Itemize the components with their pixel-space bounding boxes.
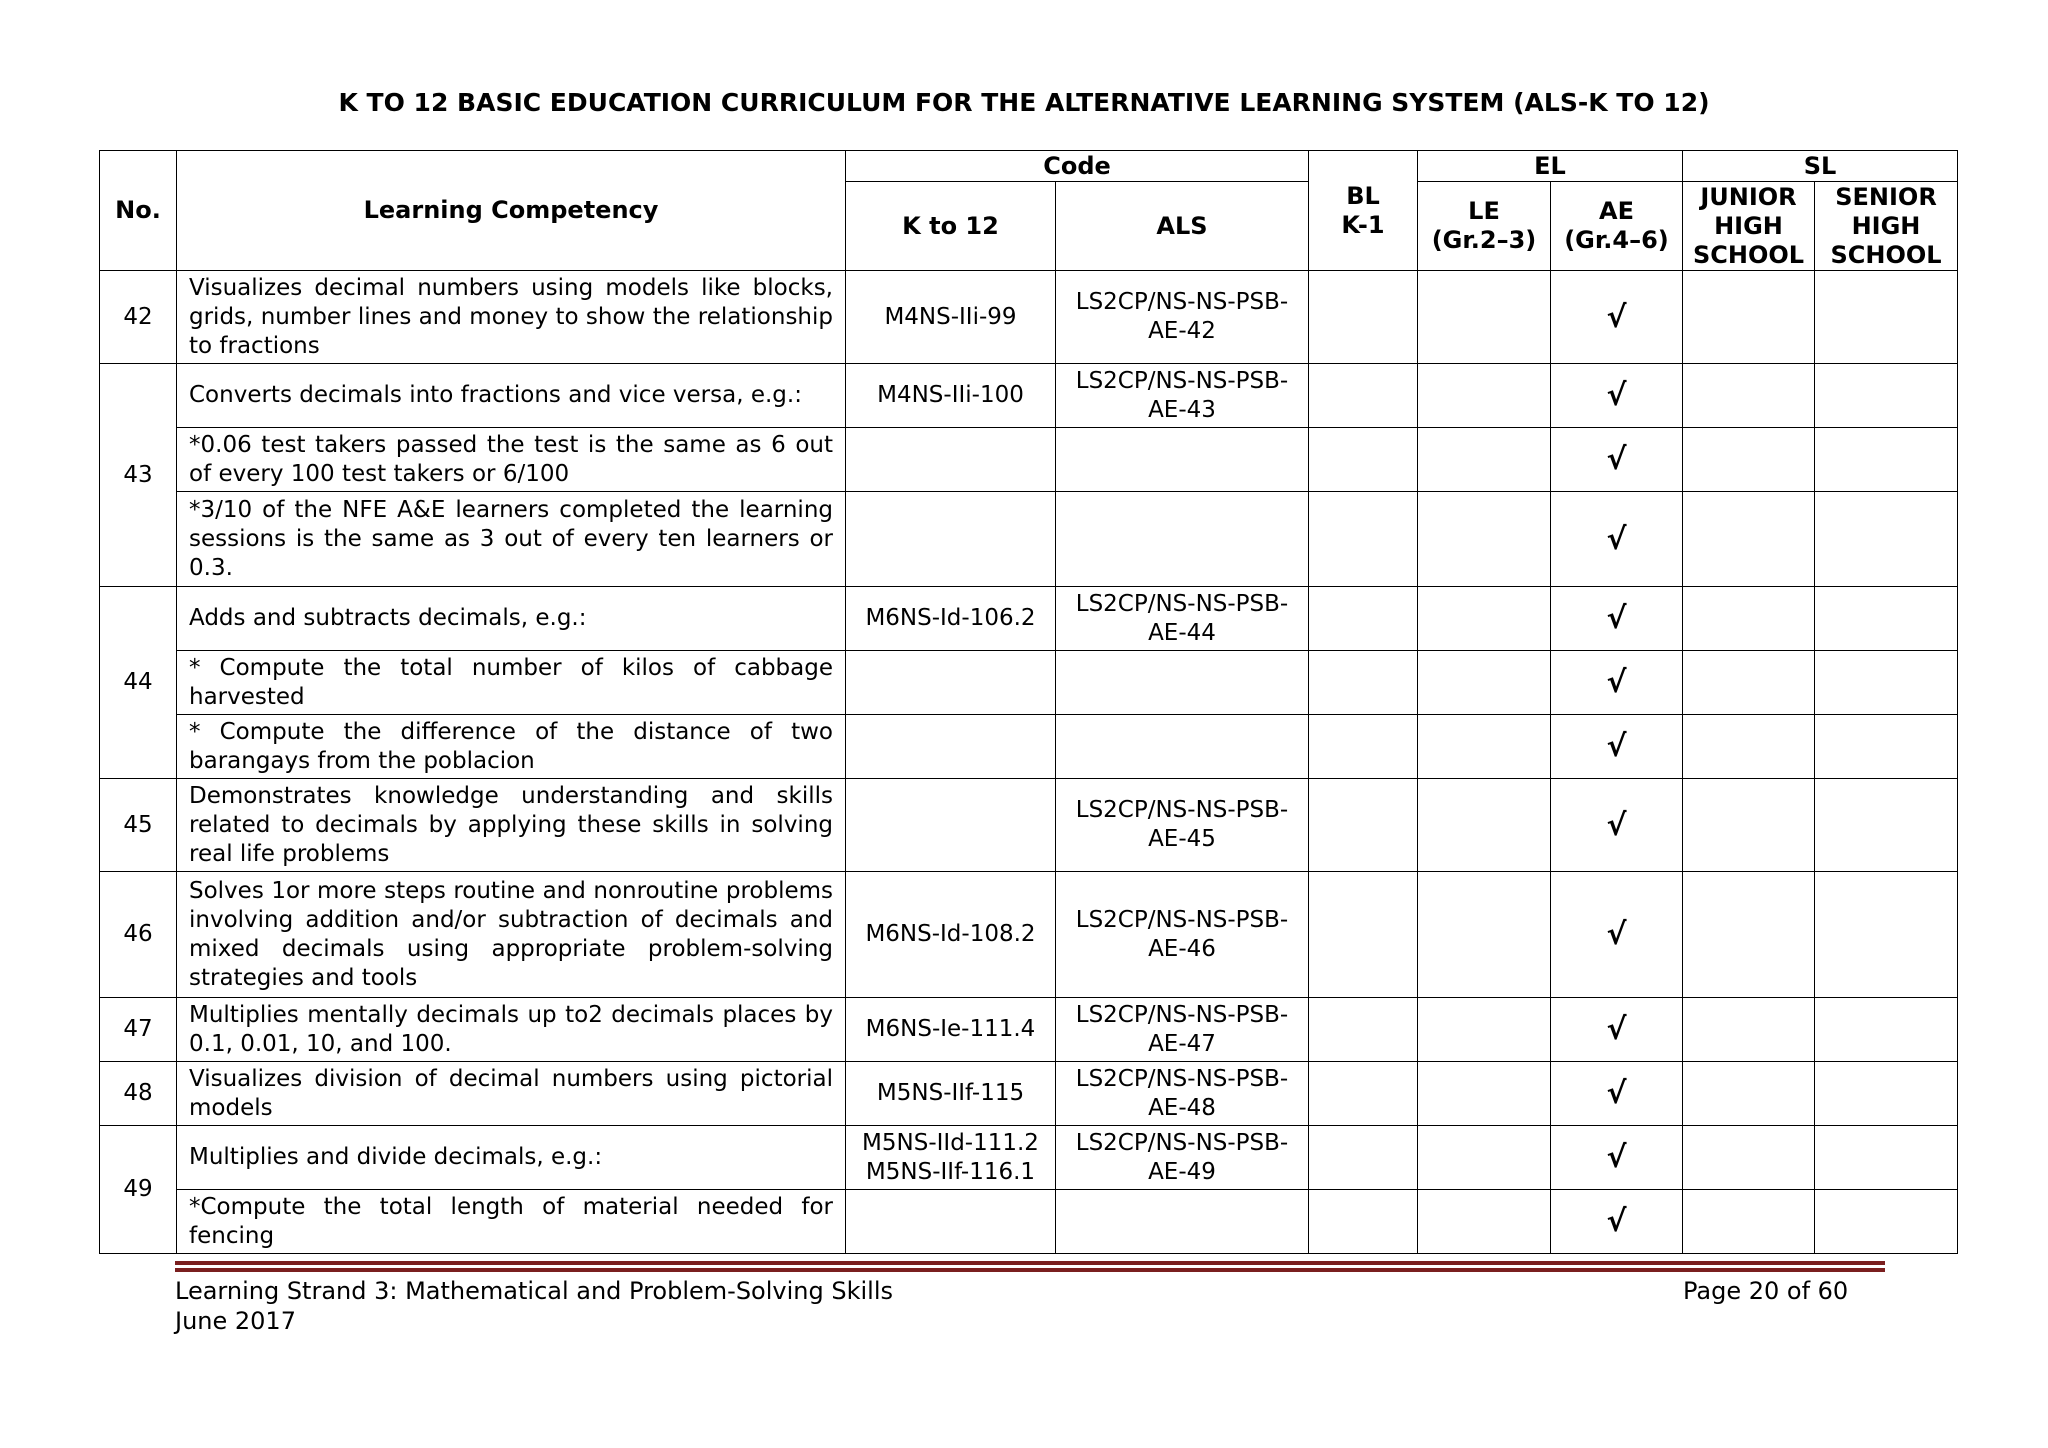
k12-code	[846, 715, 1056, 779]
k12-code: M6NS-Ie-111.4	[846, 998, 1056, 1062]
k12-code	[846, 1190, 1056, 1254]
shs-cell	[1815, 651, 1958, 715]
ae-check-mark: √	[1551, 998, 1683, 1062]
als-code: LS2CP/NS-NS-PSB- AE-42	[1056, 271, 1309, 364]
le-cell	[1418, 1190, 1551, 1254]
le-cell	[1418, 587, 1551, 651]
table-row	[100, 364, 1958, 428]
row-number: 44	[100, 587, 177, 779]
shs-cell	[1815, 872, 1958, 998]
header-sl: SL	[1683, 151, 1958, 182]
bl-cell	[1309, 715, 1418, 779]
footer-divider	[175, 1268, 1885, 1272]
row-number: 48	[100, 1062, 177, 1126]
ae-check-mark: √	[1551, 715, 1683, 779]
table-row	[100, 428, 1958, 492]
jhs-cell	[1683, 872, 1815, 998]
ae-check-mark: √	[1551, 492, 1683, 587]
jhs-cell	[1683, 779, 1815, 872]
row-number: 46	[100, 872, 177, 998]
shs-cell	[1815, 779, 1958, 872]
jhs-cell	[1683, 271, 1815, 364]
table-row	[100, 872, 1958, 998]
shs-cell	[1815, 587, 1958, 651]
header-learning-competency: Learning Competency	[177, 151, 846, 271]
learning-competency: Multiplies and divide decimals, e.g.:	[177, 1126, 846, 1190]
jhs-cell	[1683, 998, 1815, 1062]
k12-code	[846, 428, 1056, 492]
als-code: LS2CP/NS-NS-PSB- AE-49	[1056, 1126, 1309, 1190]
le-cell	[1418, 651, 1551, 715]
header-code: Code	[846, 151, 1309, 182]
table-row	[100, 779, 1958, 872]
header-als: ALS	[1056, 182, 1309, 271]
header-senior-high-school: SENIOR HIGH SCHOOL	[1815, 182, 1958, 271]
shs-cell	[1815, 428, 1958, 492]
bl-cell	[1309, 428, 1418, 492]
table-row	[100, 1126, 1958, 1190]
row-number: 43	[100, 364, 177, 587]
bl-cell	[1309, 779, 1418, 872]
k12-code	[846, 651, 1056, 715]
learning-competency: Adds and subtracts decimals, e.g.:	[177, 587, 846, 651]
ae-check-mark: √	[1551, 1190, 1683, 1254]
table-row	[100, 715, 1958, 779]
row-number: 45	[100, 779, 177, 872]
learning-competency-example: *3/10 of the NFE A&E learners completed the learning sessions is the same as 3 out of every ten learners or 0.3.	[177, 492, 846, 587]
jhs-cell	[1683, 364, 1815, 428]
shs-cell	[1815, 1062, 1958, 1126]
le-cell	[1418, 779, 1551, 872]
le-cell	[1418, 1126, 1551, 1190]
bl-cell	[1309, 1062, 1418, 1126]
k12-code: M4NS-IIi-99	[846, 271, 1056, 364]
header-k-to-12: K to 12	[846, 182, 1056, 271]
jhs-cell	[1683, 1062, 1815, 1126]
header-no: No.	[100, 151, 177, 271]
learning-competency: Multiplies mentally decimals up to2 decimals places by 0.1, 0.01, 10, and 100.	[177, 998, 846, 1062]
row-number: 42	[100, 271, 177, 364]
k12-code: M5NS-IIf-115	[846, 1062, 1056, 1126]
le-cell	[1418, 271, 1551, 364]
ae-check-mark: √	[1551, 1062, 1683, 1126]
learning-competency-example: * Compute the difference of the distance of two barangays from the poblacion	[177, 715, 846, 779]
als-code	[1056, 1190, 1309, 1254]
als-code	[1056, 651, 1309, 715]
jhs-cell	[1683, 1190, 1815, 1254]
als-code: LS2CP/NS-NS-PSB- AE-47	[1056, 998, 1309, 1062]
jhs-cell	[1683, 587, 1815, 651]
bl-cell	[1309, 492, 1418, 587]
curriculum-table	[99, 150, 1958, 1254]
learning-competency: Demonstrates knowledge understanding and skills related to decimals by applying these skills in solving real life problems	[177, 779, 846, 872]
bl-cell	[1309, 364, 1418, 428]
bl-cell	[1309, 872, 1418, 998]
learning-competency: Solves 1or more steps routine and nonroutine problems involving addition and/or subtraction of decimals and mixed decimals using appropriate problem-solving strategies and tools	[177, 872, 846, 998]
shs-cell	[1815, 1126, 1958, 1190]
footer-page-number: Page 20 of 60	[1683, 1277, 1849, 1305]
page-title: K TO 12 BASIC EDUCATION CURRICULUM FOR THE ALTERNATIVE LEARNING SYSTEM (ALS-K TO 12)	[338, 88, 1710, 117]
le-cell	[1418, 428, 1551, 492]
k12-code: M5NS-IId-111.2 M5NS-IIf-116.1	[846, 1126, 1056, 1190]
footer-left	[175, 1276, 893, 1336]
als-code: LS2CP/NS-NS-PSB- AE-48	[1056, 1062, 1309, 1126]
header-bl: BL K-1	[1309, 151, 1418, 271]
header-el: EL	[1418, 151, 1683, 182]
als-code	[1056, 428, 1309, 492]
le-cell	[1418, 998, 1551, 1062]
le-cell	[1418, 872, 1551, 998]
shs-cell	[1815, 364, 1958, 428]
ae-check-mark: √	[1551, 364, 1683, 428]
learning-competency-example: *0.06 test takers passed the test is the same as 6 out of every 100 test takers or 6/100	[177, 428, 846, 492]
bl-cell	[1309, 271, 1418, 364]
le-cell	[1418, 1062, 1551, 1126]
header-le: LE (Gr.2–3)	[1418, 182, 1551, 271]
als-code: LS2CP/NS-NS-PSB- AE-43	[1056, 364, 1309, 428]
k12-code	[846, 779, 1056, 872]
shs-cell	[1815, 715, 1958, 779]
ae-check-mark: √	[1551, 651, 1683, 715]
ae-check-mark: √	[1551, 872, 1683, 998]
shs-cell	[1815, 492, 1958, 587]
bl-cell	[1309, 998, 1418, 1062]
learning-competency: Converts decimals into fractions and vice versa, e.g.:	[177, 364, 846, 428]
learning-competency-example: *Compute the total length of material needed for fencing	[177, 1190, 846, 1254]
table-row	[100, 587, 1958, 651]
shs-cell	[1815, 271, 1958, 364]
learning-competency-example: * Compute the total number of kilos of cabbage harvested	[177, 651, 846, 715]
header-junior-high-school: JUNIOR HIGH SCHOOL	[1683, 182, 1815, 271]
le-cell	[1418, 715, 1551, 779]
row-number: 47	[100, 998, 177, 1062]
als-code	[1056, 715, 1309, 779]
le-cell	[1418, 492, 1551, 587]
table-row	[100, 271, 1958, 364]
header-ae: AE (Gr.4–6)	[1551, 182, 1683, 271]
jhs-cell	[1683, 1126, 1815, 1190]
shs-cell	[1815, 1190, 1958, 1254]
table-row	[100, 1062, 1958, 1126]
als-code: LS2CP/NS-NS-PSB- AE-46	[1056, 872, 1309, 998]
row-number: 49	[100, 1126, 177, 1254]
bl-cell	[1309, 651, 1418, 715]
jhs-cell	[1683, 428, 1815, 492]
als-code: LS2CP/NS-NS-PSB- AE-45	[1056, 779, 1309, 872]
jhs-cell	[1683, 492, 1815, 587]
bl-cell	[1309, 1190, 1418, 1254]
table-row	[100, 492, 1958, 587]
ae-check-mark: √	[1551, 779, 1683, 872]
bl-cell	[1309, 1126, 1418, 1190]
k12-code: M4NS-IIi-100	[846, 364, 1056, 428]
shs-cell	[1815, 998, 1958, 1062]
table-row	[100, 651, 1958, 715]
als-code	[1056, 492, 1309, 587]
footer-strand: Learning Strand 3: Mathematical and Problem-Solving Skills	[175, 1277, 893, 1305]
footer-divider	[175, 1261, 1885, 1265]
bl-cell	[1309, 587, 1418, 651]
k12-code: M6NS-Id-108.2	[846, 872, 1056, 998]
ae-check-mark: √	[1551, 587, 1683, 651]
jhs-cell	[1683, 715, 1815, 779]
ae-check-mark: √	[1551, 271, 1683, 364]
k12-code	[846, 492, 1056, 587]
learning-competency: Visualizes decimal numbers using models like blocks, grids, number lines and money to show the relationship to fractions	[177, 271, 846, 364]
jhs-cell	[1683, 651, 1815, 715]
ae-check-mark: √	[1551, 1126, 1683, 1190]
table-row	[100, 1190, 1958, 1254]
footer-date: June 2017	[175, 1307, 296, 1335]
learning-competency: Visualizes division of decimal numbers using pictorial models	[177, 1062, 846, 1126]
ae-check-mark: √	[1551, 428, 1683, 492]
table-row	[100, 998, 1958, 1062]
als-code: LS2CP/NS-NS-PSB- AE-44	[1056, 587, 1309, 651]
k12-code: M6NS-Id-106.2	[846, 587, 1056, 651]
le-cell	[1418, 364, 1551, 428]
